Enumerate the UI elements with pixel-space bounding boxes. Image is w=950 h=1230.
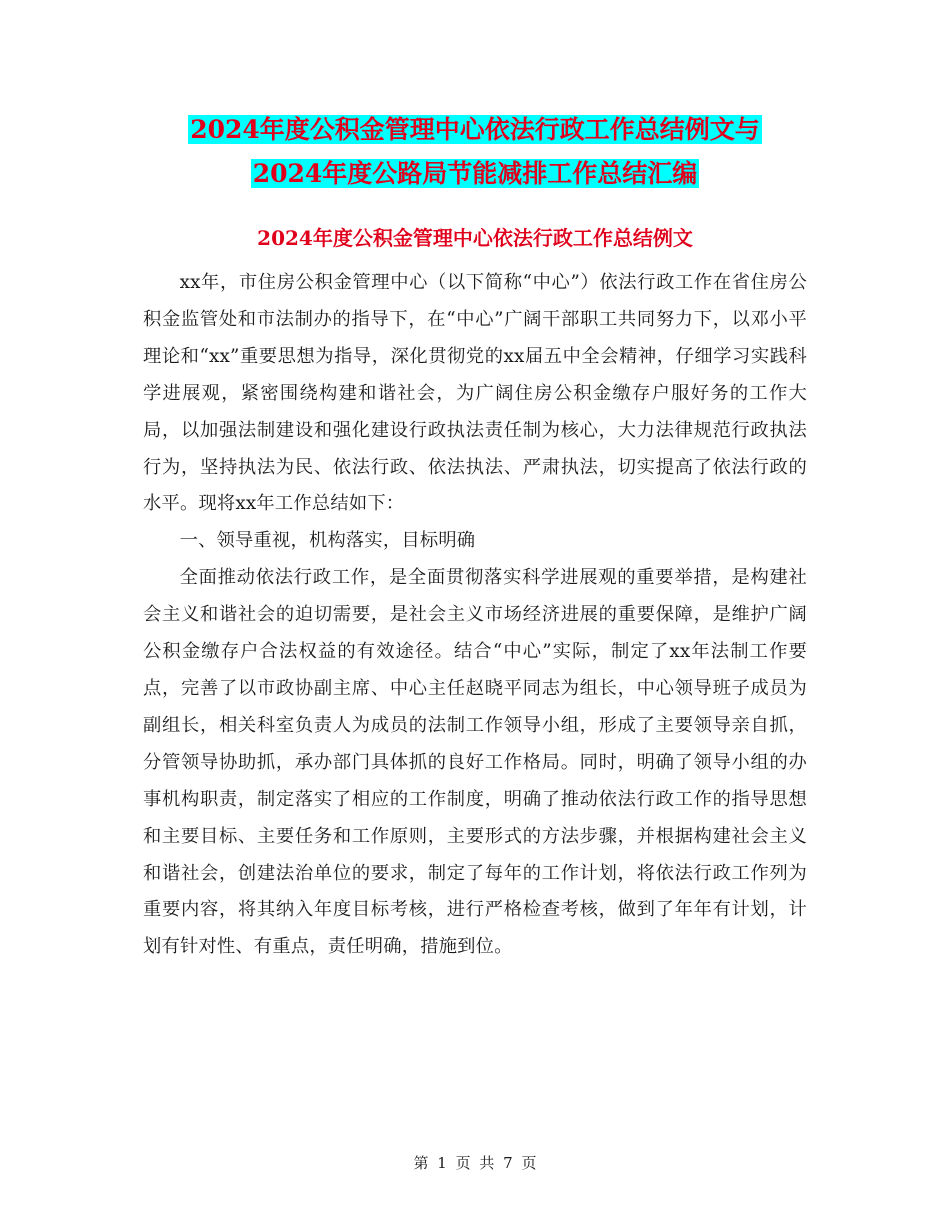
document-title-line-2	[0, 157, 950, 191]
paragraph-intro: xx年，市住房公积金管理中心（以下简称“中心”）依法行政工作在省住房公积金监管处和市法制办的指导下，在“中心”广阔干部职工共同努力下，以邓小平理论和“xx”重要思想为指导，深化贯彻党的xx届五中全会精神，仔细学习实践科学进展观，紧密围绕构建和谐社会，为广阔住房公积金缴存户服好务的工作大局，以加强法制建设和强化建设行政执法责任制为核心，大力法律规范行政执法行为，坚持执法为民、依法行政、依法执法、严肃执法，切实提高了依法行政的水平。现将xx年工作总结如下：	[143, 272, 807, 515]
section-title: 2024年度公积金管理中心依法行政工作总结例文	[257, 226, 693, 250]
subheading-1: 一、领导重视，机构落实，目标明确	[179, 530, 476, 552]
page-footer: 第 1 页 共 7 页	[413, 1154, 537, 1172]
title-highlight-1: 2024年度公积金管理中心依法行政工作总结例文与	[190, 115, 760, 144]
title-highlight-2: 2024年度公路局节能减排工作总结汇编	[252, 159, 698, 188]
document-body	[143, 265, 807, 966]
document-title-line-1	[0, 113, 950, 147]
paragraph-1: 全面推动依法行政工作，是全面贯彻落实科学进展观的重要举措，是构建社会主义和谐社会的迫切需要，是社会主义市场经济进展的重要保障，是维护广阔公积金缴存户合法权益的有效途径。结合“中心”实际，制定了xx年法制工作要点，完善了以市政协副主席、中心主任赵晓平同志为组长，中心领导班子成员为副组长，相关科室负责人为成员的法制工作领导小组，形成了主要领导亲自抓，分管领导协助抓，承办部门具体抓的良好工作格局。同时，明确了领导小组的办事机构职责，制定落实了相应的工作制度，明确了推动依法行政工作的指导思想和主要目标、主要任务和工作原则，主要形式的方法步骤，并根据构建社会主义和谐社会，创建法治单位的要求，制定了每年的工作计划，将依法行政工作列为重要内容，将其纳入年度目标考核，进行严格检查考核，做到了年年有计划，计划有针对性、有重点，责任明确，措施到位。	[143, 567, 807, 958]
